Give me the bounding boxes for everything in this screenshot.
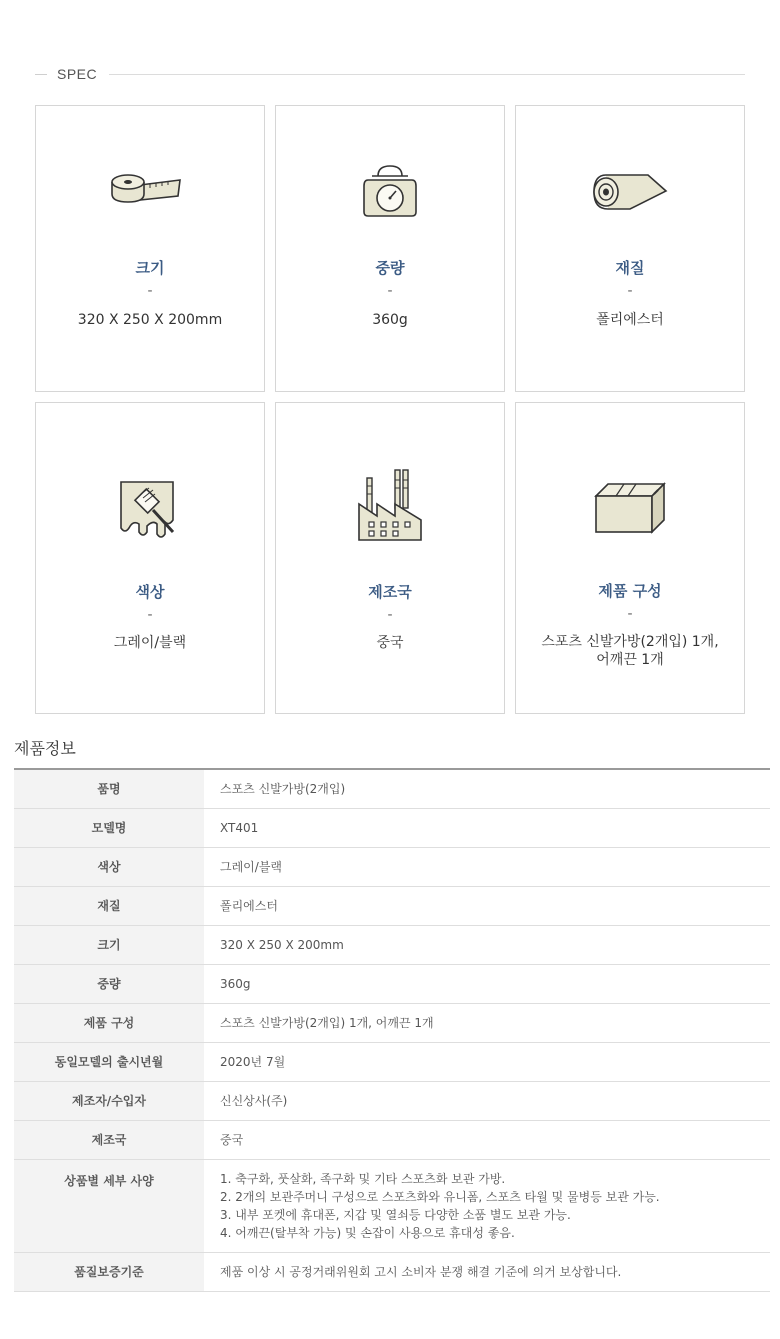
tape-measure-icon xyxy=(36,150,264,230)
spec-dash: - xyxy=(387,283,393,299)
spec-value: 중국 xyxy=(376,635,404,651)
row-label: 품명 xyxy=(14,769,204,808)
table-row xyxy=(14,1120,770,1159)
table-row xyxy=(14,847,770,886)
row-label: 크기 xyxy=(14,925,204,964)
row-label: 재질 xyxy=(14,886,204,925)
spec-detail-line: 3. 내부 포켓에 휴대폰, 지갑 및 열쇠등 다양한 소품 별도 보관 가능. xyxy=(220,1207,571,1222)
row-value: 스포츠 신발가방(2개입) 1개, 어깨끈 1개 xyxy=(204,1003,770,1042)
row-value: XT401 xyxy=(204,808,770,847)
spec-value: 360g xyxy=(372,312,408,328)
box-icon xyxy=(516,468,744,548)
spec-card-material xyxy=(515,105,745,392)
table-row xyxy=(14,964,770,1003)
divider xyxy=(35,74,47,75)
spec-value: 그레이/블랙 xyxy=(113,635,187,651)
factory-icon xyxy=(276,465,504,545)
row-value: 320 X 250 X 200mm xyxy=(204,925,770,964)
fabric-roll-icon xyxy=(516,150,744,230)
table-row xyxy=(14,925,770,964)
product-info-title: 제품정보 xyxy=(14,739,76,758)
spec-value-line: 스포츠 신발가방(2개입) 1개, xyxy=(541,634,719,650)
table-row xyxy=(14,769,770,808)
spec-label: SPEC xyxy=(57,66,98,82)
spec-value: 320 X 250 X 200mm xyxy=(77,312,223,328)
row-value xyxy=(204,1159,770,1252)
scale-icon xyxy=(276,150,504,230)
spec-title: 크기 xyxy=(135,259,165,277)
row-value: 360g xyxy=(204,964,770,1003)
spec-card-size xyxy=(35,105,265,392)
spec-title: 제조국 xyxy=(368,583,412,601)
spec-card-color xyxy=(35,402,265,714)
spec-value-line: 어깨끈 1개 xyxy=(596,652,664,668)
spec-header xyxy=(35,64,745,84)
row-label: 색상 xyxy=(14,847,204,886)
paint-brush-icon xyxy=(36,471,264,551)
table-row xyxy=(14,1042,770,1081)
table-row xyxy=(14,808,770,847)
row-value: 중국 xyxy=(204,1120,770,1159)
table-row xyxy=(14,1081,770,1120)
table-row xyxy=(14,886,770,925)
spec-dash: - xyxy=(147,607,153,623)
row-label: 제조자/수입자 xyxy=(14,1081,204,1120)
row-label: 모델명 xyxy=(14,808,204,847)
table-row xyxy=(14,1003,770,1042)
spec-card-weight xyxy=(275,105,505,392)
row-label: 상품별 세부 사양 xyxy=(14,1159,204,1252)
product-info-table xyxy=(14,768,770,1292)
row-value: 그레이/블랙 xyxy=(204,847,770,886)
row-value: 신신상사(주) xyxy=(204,1081,770,1120)
row-label: 제품 구성 xyxy=(14,1003,204,1042)
row-value: 스포츠 신발가방(2개입) xyxy=(204,769,770,808)
row-value: 제품 이상 시 공정거래위원회 고시 소비자 분쟁 해결 기준에 의거 보상합니다. xyxy=(204,1252,770,1291)
table-row xyxy=(14,1252,770,1291)
row-label: 품질보증기준 xyxy=(14,1252,204,1291)
spec-title: 중량 xyxy=(375,259,405,277)
spec-card-origin xyxy=(275,402,505,714)
row-label: 중량 xyxy=(14,964,204,1003)
row-value: 폴리에스터 xyxy=(204,886,770,925)
spec-dash: - xyxy=(627,606,633,622)
spec-title: 색상 xyxy=(135,583,165,601)
row-label: 제조국 xyxy=(14,1120,204,1159)
spec-title: 제품 구성 xyxy=(598,582,662,600)
spec-card-components xyxy=(515,402,745,714)
spec-dash: - xyxy=(627,283,633,299)
spec-value: 폴리에스터 xyxy=(596,312,664,328)
spec-dash: - xyxy=(387,607,393,623)
divider xyxy=(109,74,745,75)
spec-detail-line: 4. 어깨끈(탈부착 가능) 및 손잡이 사용으로 휴대성 좋음. xyxy=(220,1225,515,1240)
spec-value xyxy=(516,633,744,669)
row-value: 2020년 7월 xyxy=(204,1042,770,1081)
spec-detail-line: 2. 2개의 보관주머니 구성으로 스포츠화와 유니폼, 스포츠 타월 및 물병등 보관 가능. xyxy=(220,1189,660,1204)
spec-title: 재질 xyxy=(615,259,645,277)
spec-dash: - xyxy=(147,283,153,299)
row-label: 동일모델의 출시년월 xyxy=(14,1042,204,1081)
spec-detail-line: 1. 축구화, 풋살화, 족구화 및 기타 스포츠화 보관 가방. xyxy=(220,1171,506,1186)
table-row xyxy=(14,1159,770,1252)
